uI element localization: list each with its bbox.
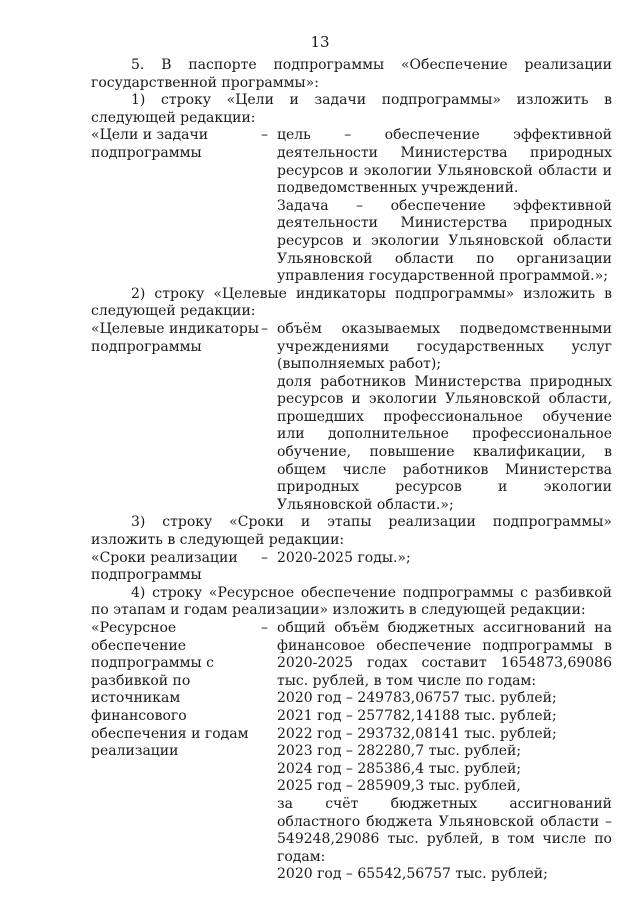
sub4-label: «Ресурсное обеспечение подпрограммы с разбивкой по источникам финансового обеспечения и годам реализации — [91, 620, 249, 760]
sub1-value — [277, 127, 612, 285]
sub2-label: «Целевые индикаторы подпрограммы — [91, 320, 259, 355]
page-number: 13 — [310, 33, 330, 51]
sub3-row — [91, 550, 612, 585]
sub3-heading: 3) строку «Сроки и этапы реализации подпрограммы» изложить в следующей редакции: — [91, 514, 612, 549]
sub2-heading: 2) строку «Целевые индикаторы подпрограммы» изложить в следующей редакции: — [91, 285, 612, 320]
sub4-value-intro: общий объём бюджетных ассигнований на финансовое обеспечение подпрограммы в 2020-2025 годах составит 1654873,69086 тыс. рублей, в том числе по годам: — [277, 620, 612, 689]
sub4-value — [277, 620, 612, 884]
sub4-dash: – — [261, 620, 268, 636]
sub4-heading: 4) строку «Ресурсное обеспечение подпрограммы с разбивкой по этапам и годам реализации» изложить в следующей редакции: — [91, 584, 612, 619]
year-line: 2024 год – 285386,4 тыс. рублей; — [277, 760, 522, 777]
sub3-label: «Сроки реализации подпрограммы — [91, 549, 238, 584]
sub4-regional-intro: за счёт бюджетных ассигнований областного бюджета Ульяновской области – 549248,29086 тыс. рублей, в том числе по годам: — [277, 795, 612, 865]
year-line: 2023 год – 282280,7 тыс. рублей; — [277, 743, 522, 760]
sub2-row — [91, 321, 612, 515]
year-line: 2022 год – 293732,08141 тыс. рублей; — [277, 725, 557, 742]
sub2-indicator-1: объём оказываемых подведомственными учреждениями государственных услуг (выполняемых работ); — [277, 320, 612, 373]
year-line: 2020 год – 249783,06757 тыс. рублей; — [277, 690, 557, 707]
sub2-value — [277, 321, 612, 515]
sub1-goal: цель – обеспечение эффективной деятельности Министерства природных ресурсов и экологии Ульяновской области и подведомственных учреждений. — [277, 127, 612, 197]
year-line: 2020 год – 65542,56757 тыс. рублей; — [277, 866, 548, 883]
sub4-years-list — [277, 690, 612, 796]
sub4-row — [91, 620, 612, 884]
sub1-dash: – — [261, 127, 268, 144]
sub2-dash: – — [261, 320, 268, 337]
sub3-value: 2020-2025 годы.»; — [277, 549, 411, 566]
year-line: 2021 год – 257782,14188 тыс. рублей; — [277, 707, 557, 724]
item5-intro: 5. В паспорте подпрограммы «Обеспечение реализации государственной программы»: — [91, 57, 612, 91]
document-body — [91, 57, 612, 884]
sub1-row — [91, 127, 612, 285]
sub1-heading: 1) строку «Цели и задачи подпрограммы» изложить в следующей редакции: — [91, 92, 612, 126]
sub3-dash: – — [261, 549, 268, 566]
sub4-regional-years-list — [277, 866, 612, 884]
sub1-label: «Цели и задачи подпрограммы — [91, 127, 209, 161]
year-line: 2025 год – 285909,3 тыс. рублей, — [277, 778, 521, 795]
sub2-indicator-2: доля работников Министерства природных ресурсов и экологии Ульяновской области, прошедших профессиональное обучение или дополнительное профессиональное обучение, повышение квалификации, в общем числе работников Министерства природных ресурсов и экологии Ульяновской области.»; — [277, 373, 612, 513]
sub1-task: Задача – обеспечение эффективной деятельности Министерства природных ресурсов и экологии Ульяновской области Ульяновской области по организации управления государственной программой.»; — [277, 197, 612, 285]
